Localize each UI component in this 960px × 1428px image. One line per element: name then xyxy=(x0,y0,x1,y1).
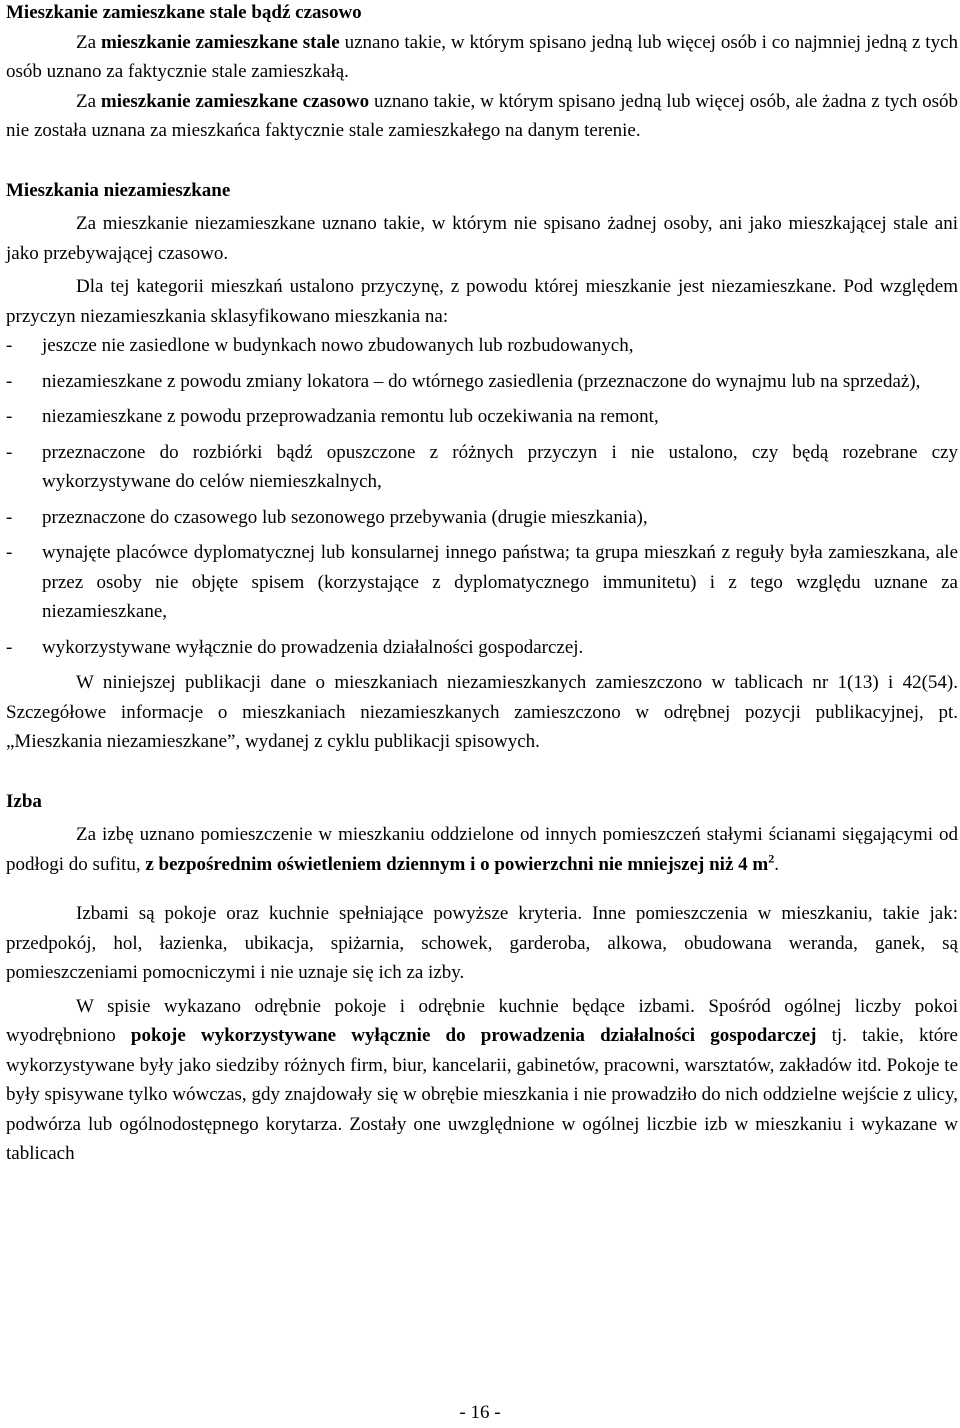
list-item xyxy=(6,538,958,627)
superscript: 2 xyxy=(768,851,775,866)
rooms-business-text-c: tj. takie, które wykorzystywane były jako siedziby różnych firm, biur, kancelarii, gabinetów, pracowni, warsztatów, zakładów itd. Pokoje te były spisywane tylko wówczas, gdy znajdowały się w obrębie mieszkania i nie prowadziło do nich oddzielne wejście z ulicy, podwórza lub ogólnodostępnego korytarza. Zostały one uwzględnione w ogólnej liczbie izb w mieszkaniu i wykazane w tablicach xyxy=(6,1025,958,1164)
bold-term: mieszkanie zamieszkane stale xyxy=(100,31,340,53)
paragraph-publication-info: W niniejszej publikacji dane o mieszkaniach niezamieszkanych zamieszczono w tablicach nr 1(13) i 42(54). Szczegółowe informacje o mieszkaniach niezamieszkanych zamieszczono w odrębnej pozycji publikacyjnej, pt. „Mieszkania niezamieszkane”, wydanej z cyklu publikacji spisowych. xyxy=(6,672,958,752)
paragraph-occupied-temporarily xyxy=(6,87,958,146)
section-title-room: Izba xyxy=(6,790,42,812)
text-run: Za xyxy=(76,90,101,112)
list-item-text: jeszcze nie zasiedlone w budynkach nowo zbudowanych lub rozbudowanych, xyxy=(42,335,634,356)
list-item xyxy=(6,331,958,361)
paragraph-rooms-business xyxy=(6,992,958,1169)
list-item-text: przeznaczone do rozbiórki bądź opuszczone z różnych przyczyn i nie ustalono, czy będą rozebrane czy wykorzystywane do celów niemieszkalnych, xyxy=(42,441,958,492)
list-item-text: wykorzystywane wyłącznie do prowadzenia działalności gospodarczej. xyxy=(42,636,584,658)
list-item-text: niezamieszkane z powodu przeprowadzania remontu lub oczekiwania na remont, xyxy=(42,406,659,427)
list-item xyxy=(6,438,958,497)
paragraph-rooms-criteria: Izbami są pokoje oraz kuchnie spełniające powyższe kryteria. Inne pomieszczenia w mieszkaniu, takie jak: przedpokój, hol, łazienka, ubikacja, spiżarnia, schowek, garderoba, alkowa, obudowana weranda, ganek, są pomieszczeniami pomocniczymi i nie uznaje się ich za izby. xyxy=(6,903,958,983)
list-dash: - xyxy=(6,506,13,528)
paragraph-occupied-permanently xyxy=(6,28,958,87)
paragraph-unoccupied-definition: Za mieszkanie niezamieszkane uznano takie, w którym nie spisano żadnej osoby, ani jako mieszkającej stale ani jako przebywającej czasowo. xyxy=(6,213,958,264)
reasons-list xyxy=(6,331,958,662)
room-definition-bold-text: z bezpośrednim oświetleniem dziennym i o powierzchni nie mniejszej niż 4 m xyxy=(145,853,769,875)
rooms-business-text-a: W spisie wykazano odrębnie pokoje i odrębnie kuchnie będące izbami. Spośród ogólnej liczby pokoi wyodrębniono xyxy=(6,995,958,1046)
list-dash: - xyxy=(6,406,13,427)
section-title-occupied: Mieszkanie zamieszkane stale bądź czasowo xyxy=(6,2,362,23)
list-dash: - xyxy=(6,636,13,658)
section-title-unoccupied: Mieszkania niezamieszkane xyxy=(6,179,231,201)
room-definition-bold xyxy=(145,851,775,875)
room-definition-end: . xyxy=(774,853,779,875)
list-item-text: przeznaczone do czasowego lub sezonowego przebywania (drugie mieszkania), xyxy=(42,506,648,528)
list-item xyxy=(6,367,958,397)
list-dash: - xyxy=(6,542,13,563)
text-run: Za xyxy=(76,31,101,53)
text-run: uznano takie, w którym spisano jedną lub więcej osób, ale żadna z tych osób nie została uznana za mieszkańca faktycznie stale zamieszkałego na danym terenie. xyxy=(6,90,959,141)
rooms-business-bold: pokoje wykorzystywane wyłącznie do prowadzenia działalności gospodarczej xyxy=(130,1025,817,1046)
spacer xyxy=(6,146,958,176)
list-item-text: niezamieszkane z powodu zmiany lokatora – do wtórnego zasiedlenia (przeznaczone do wynajmu lub na sprzedaż), xyxy=(42,370,921,392)
page-number: - 16 - xyxy=(459,1402,501,1423)
list-item-text: wynajęte placówce dyplomatycznej lub konsularnej innego państwa; ta grupa mieszkań z reguły była zamieszkana, ale przez osoby nie objęte spisem (korzystające z dyplomatycznego immunitetu) i z tego względu uznane za niezamieszkane, xyxy=(42,542,958,622)
list-dash: - xyxy=(6,441,13,463)
paragraph-unoccupied-reasons: Dla tej kategorii mieszkań ustalono przyczynę, z powodu której mieszkanie jest niezamieszkane. Pod względem przyczyn niezamieszkania sklasyfikowano mieszkania na: xyxy=(6,276,958,327)
document-page xyxy=(6,0,958,1169)
bold-term: mieszkanie zamieszkane czasowo xyxy=(100,90,370,112)
list-item xyxy=(6,503,958,533)
list-item xyxy=(6,633,958,663)
spacer xyxy=(6,879,958,899)
text-run: uznano takie, w którym spisano jedną lub więcej osób i co najmniej jedną z tych osób uznano za faktycznie stale zamieszkałą. xyxy=(6,31,958,82)
room-definition-text: Za izbę uznano pomieszczenie w mieszkaniu oddzielone od innych pomieszczeń stałymi ścianami sięgającymi od podłogi do sufitu, xyxy=(6,824,958,875)
list-dash: - xyxy=(6,335,13,356)
list-item xyxy=(6,402,958,432)
spacer xyxy=(6,757,958,787)
paragraph-room-definition xyxy=(6,820,958,879)
list-dash: - xyxy=(6,370,13,392)
